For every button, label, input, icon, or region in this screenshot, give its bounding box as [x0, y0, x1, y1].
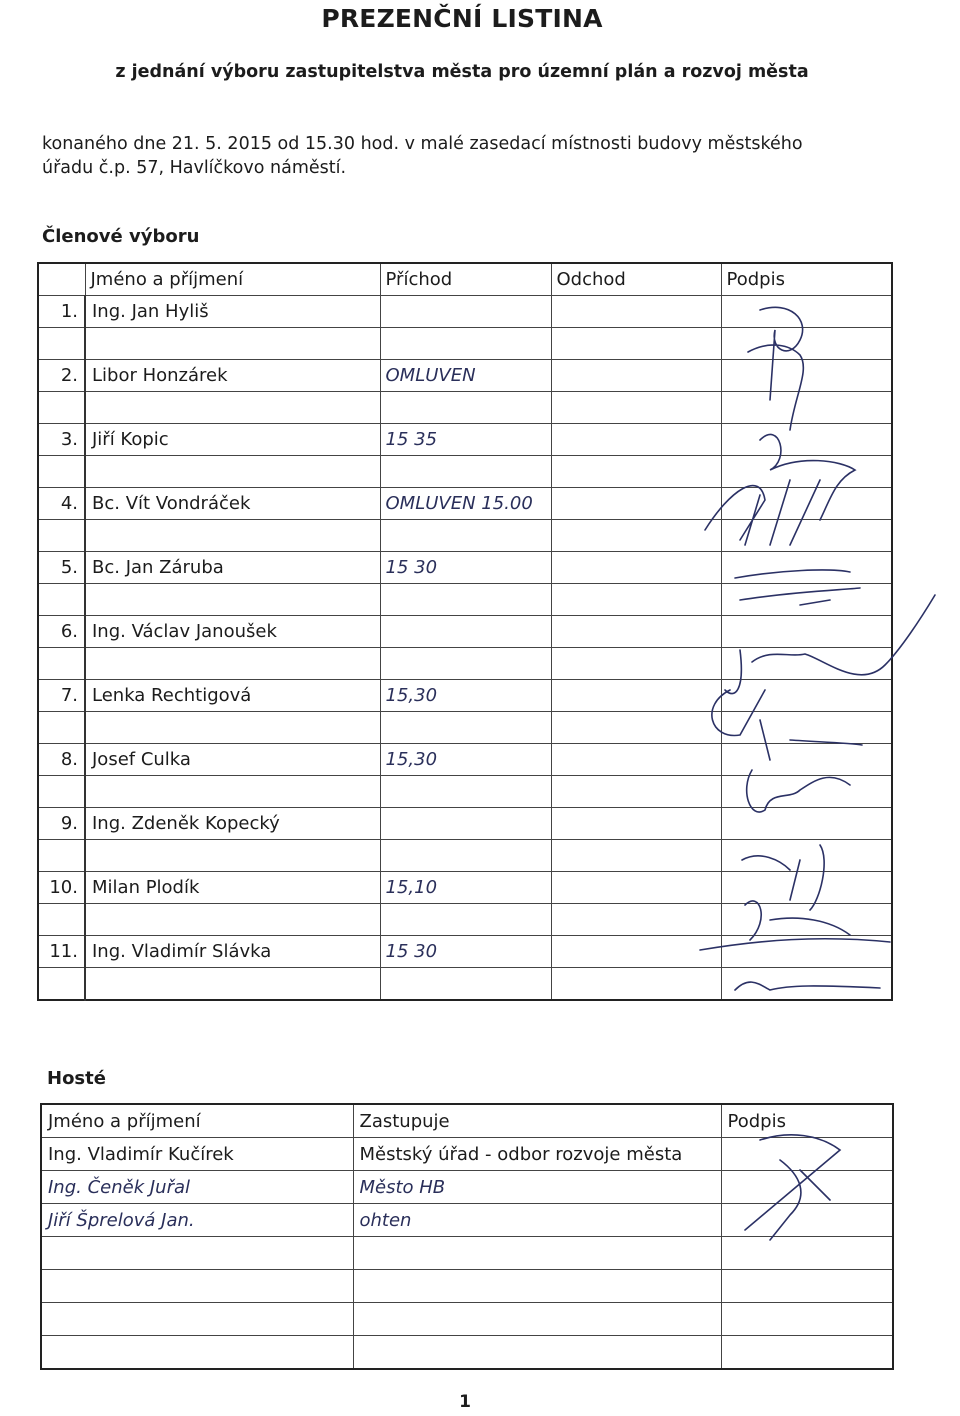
spacer-cell [551, 520, 721, 552]
spacer-cell [551, 776, 721, 808]
header-arrival: Příchod [380, 263, 551, 296]
spacer-cell [38, 392, 85, 424]
signature-cell [721, 936, 892, 968]
guest-represents [353, 1237, 721, 1270]
guest-name [41, 1270, 353, 1303]
guest-header-represents: Zastupuje [353, 1104, 721, 1138]
row-number: 6. [38, 616, 85, 648]
arrival-time [380, 296, 551, 328]
spacer-cell [721, 968, 892, 1001]
spacer-cell [551, 712, 721, 744]
spacer-cell [380, 520, 551, 552]
guest-signature [721, 1171, 893, 1204]
member-row [38, 872, 892, 904]
guest-represents [353, 1270, 721, 1303]
row-number: 7. [38, 680, 85, 712]
member-row-spacer [38, 776, 892, 808]
spacer-cell [38, 328, 85, 360]
member-name: Ing. Jan Hyliš [85, 296, 380, 328]
arrival-time [380, 616, 551, 648]
guest-name: Ing. Vladimír Kučírek [41, 1138, 353, 1171]
spacer-cell [38, 840, 85, 872]
member-row-spacer [38, 584, 892, 616]
guest-header-name: Jméno a příjmení [41, 1104, 353, 1138]
guests-header-row [41, 1104, 893, 1138]
guest-row [41, 1303, 893, 1336]
guest-represents: Městský úřad - odbor rozvoje města [353, 1138, 721, 1171]
spacer-cell [380, 392, 551, 424]
guest-row [41, 1336, 893, 1370]
signature-cell [721, 296, 892, 328]
spacer-cell [721, 840, 892, 872]
arrival-time: OMLUVEN [380, 360, 551, 392]
spacer-cell [721, 904, 892, 936]
guest-row [41, 1270, 893, 1303]
guest-header-signature: Podpis [721, 1104, 893, 1138]
arrival-time [380, 808, 551, 840]
meeting-line-2: úřadu č.p. 57, Havlíčkovo náměstí. [42, 158, 347, 178]
departure-time [551, 296, 721, 328]
spacer-cell [38, 968, 85, 1001]
spacer-cell [38, 904, 85, 936]
header-signature: Podpis [721, 263, 892, 296]
guest-signature [721, 1303, 893, 1336]
row-number: 1. [38, 296, 85, 328]
page-number: 1 [459, 1392, 471, 1412]
row-number: 11. [38, 936, 85, 968]
spacer-cell [721, 328, 892, 360]
header-name: Jméno a příjmení [85, 263, 380, 296]
row-number: 8. [38, 744, 85, 776]
spacer-cell [721, 584, 892, 616]
member-row-spacer [38, 392, 892, 424]
signature-cell [721, 616, 892, 648]
meeting-line-1: konaného dne 21. 5. 2015 od 15.30 hod. v malé zasedací místnosti budovy městského [42, 134, 803, 154]
arrival-time: 15,30 [380, 680, 551, 712]
guest-rows [41, 1138, 893, 1370]
spacer-cell [85, 456, 380, 488]
departure-time [551, 616, 721, 648]
document-title: PREZENČNÍ LISTINA [321, 4, 603, 33]
member-name: Ing. Vladimír Slávka [85, 936, 380, 968]
spacer-cell [380, 968, 551, 1001]
spacer-cell [551, 648, 721, 680]
members-table [37, 262, 893, 1001]
arrival-time: 15,30 [380, 744, 551, 776]
departure-time [551, 552, 721, 584]
member-row-spacer [38, 968, 892, 1001]
member-row-spacer [38, 712, 892, 744]
signature-cell [721, 360, 892, 392]
spacer-cell [721, 520, 892, 552]
spacer-cell [721, 712, 892, 744]
signature-cell [721, 488, 892, 520]
spacer-cell [38, 520, 85, 552]
row-number: 9. [38, 808, 85, 840]
spacer-cell [38, 584, 85, 616]
spacer-cell [380, 456, 551, 488]
signature-cell [721, 680, 892, 712]
spacer-cell [85, 968, 380, 1001]
guest-signature [721, 1270, 893, 1303]
spacer-cell [38, 712, 85, 744]
arrival-time: 15 30 [380, 552, 551, 584]
spacer-cell [38, 456, 85, 488]
member-name: Lenka Rechtigová [85, 680, 380, 712]
departure-time [551, 680, 721, 712]
meeting-details [42, 132, 892, 180]
member-name: Jiří Kopic [85, 424, 380, 456]
member-name: Milan Plodík [85, 872, 380, 904]
guest-row [41, 1171, 893, 1204]
signature-cell [721, 808, 892, 840]
guests-heading: Hosté [47, 1068, 106, 1089]
row-number: 3. [38, 424, 85, 456]
members-heading: Členové výboru [42, 226, 200, 247]
guest-name: Ing. Čeněk Juřal [41, 1171, 353, 1204]
row-number: 4. [38, 488, 85, 520]
signature-cell [721, 744, 892, 776]
guest-row [41, 1138, 893, 1171]
member-name: Bc. Vít Vondráček [85, 488, 380, 520]
arrival-time: 15 30 [380, 936, 551, 968]
member-rows [38, 296, 892, 1001]
spacer-cell [551, 328, 721, 360]
member-row-spacer [38, 456, 892, 488]
signature-cell [721, 552, 892, 584]
departure-time [551, 488, 721, 520]
spacer-cell [551, 392, 721, 424]
signature-cell [721, 424, 892, 456]
member-row [38, 424, 892, 456]
guest-represents [353, 1303, 721, 1336]
spacer-cell [551, 968, 721, 1001]
members-header-row [38, 263, 892, 296]
spacer-cell [380, 328, 551, 360]
spacer-cell [551, 840, 721, 872]
arrival-time: 15 35 [380, 424, 551, 456]
spacer-cell [38, 648, 85, 680]
document-subtitle: z jednání výboru zastupitelstva města pro územní plán a rozvoj města [115, 62, 809, 82]
departure-time [551, 360, 721, 392]
spacer-cell [380, 840, 551, 872]
spacer-cell [85, 776, 380, 808]
guest-represents: Město HB [353, 1171, 721, 1204]
departure-time [551, 936, 721, 968]
guest-signature [721, 1204, 893, 1237]
guest-row [41, 1204, 893, 1237]
spacer-cell [380, 904, 551, 936]
guest-signature [721, 1336, 893, 1370]
member-row [38, 744, 892, 776]
departure-time [551, 808, 721, 840]
spacer-cell [380, 712, 551, 744]
row-number: 2. [38, 360, 85, 392]
spacer-cell [551, 456, 721, 488]
spacer-cell [380, 648, 551, 680]
spacer-cell [85, 904, 380, 936]
spacer-cell [85, 712, 380, 744]
spacer-cell [38, 776, 85, 808]
member-row [38, 680, 892, 712]
departure-time [551, 744, 721, 776]
arrival-time: OMLUVEN 15.00 [380, 488, 551, 520]
guest-represents: ohten [353, 1204, 721, 1237]
member-row-spacer [38, 840, 892, 872]
member-name: Bc. Jan Záruba [85, 552, 380, 584]
spacer-cell [85, 328, 380, 360]
arrival-time: 15,10 [380, 872, 551, 904]
spacer-cell [85, 648, 380, 680]
guest-row [41, 1237, 893, 1270]
row-number: 5. [38, 552, 85, 584]
spacer-cell [85, 520, 380, 552]
member-row [38, 552, 892, 584]
signature-cell [721, 872, 892, 904]
spacer-cell [380, 776, 551, 808]
spacer-cell [380, 584, 551, 616]
row-number: 10. [38, 872, 85, 904]
spacer-cell [85, 840, 380, 872]
member-row-spacer [38, 328, 892, 360]
member-row [38, 808, 892, 840]
spacer-cell [551, 584, 721, 616]
guest-name [41, 1303, 353, 1336]
guests-table [40, 1103, 894, 1370]
spacer-cell [721, 392, 892, 424]
guest-name [41, 1237, 353, 1270]
spacer-cell [85, 584, 380, 616]
header-num-cell [38, 263, 85, 296]
guest-represents [353, 1336, 721, 1370]
member-name: Ing. Zdeněk Kopecký [85, 808, 380, 840]
member-row [38, 488, 892, 520]
member-row [38, 296, 892, 328]
spacer-cell [85, 392, 380, 424]
departure-time [551, 872, 721, 904]
member-row [38, 936, 892, 968]
departure-time [551, 424, 721, 456]
guest-name: Jiří Šprelová Jan. [41, 1204, 353, 1237]
spacer-cell [551, 904, 721, 936]
header-departure: Odchod [551, 263, 721, 296]
guest-signature [721, 1138, 893, 1171]
guest-name [41, 1336, 353, 1370]
spacer-cell [721, 456, 892, 488]
member-name: Ing. Václav Janoušek [85, 616, 380, 648]
spacer-cell [721, 648, 892, 680]
member-row-spacer [38, 520, 892, 552]
member-row [38, 360, 892, 392]
member-name: Josef Culka [85, 744, 380, 776]
member-name: Libor Honzárek [85, 360, 380, 392]
member-row [38, 616, 892, 648]
member-row-spacer [38, 648, 892, 680]
guest-signature [721, 1237, 893, 1270]
spacer-cell [721, 776, 892, 808]
member-row-spacer [38, 904, 892, 936]
